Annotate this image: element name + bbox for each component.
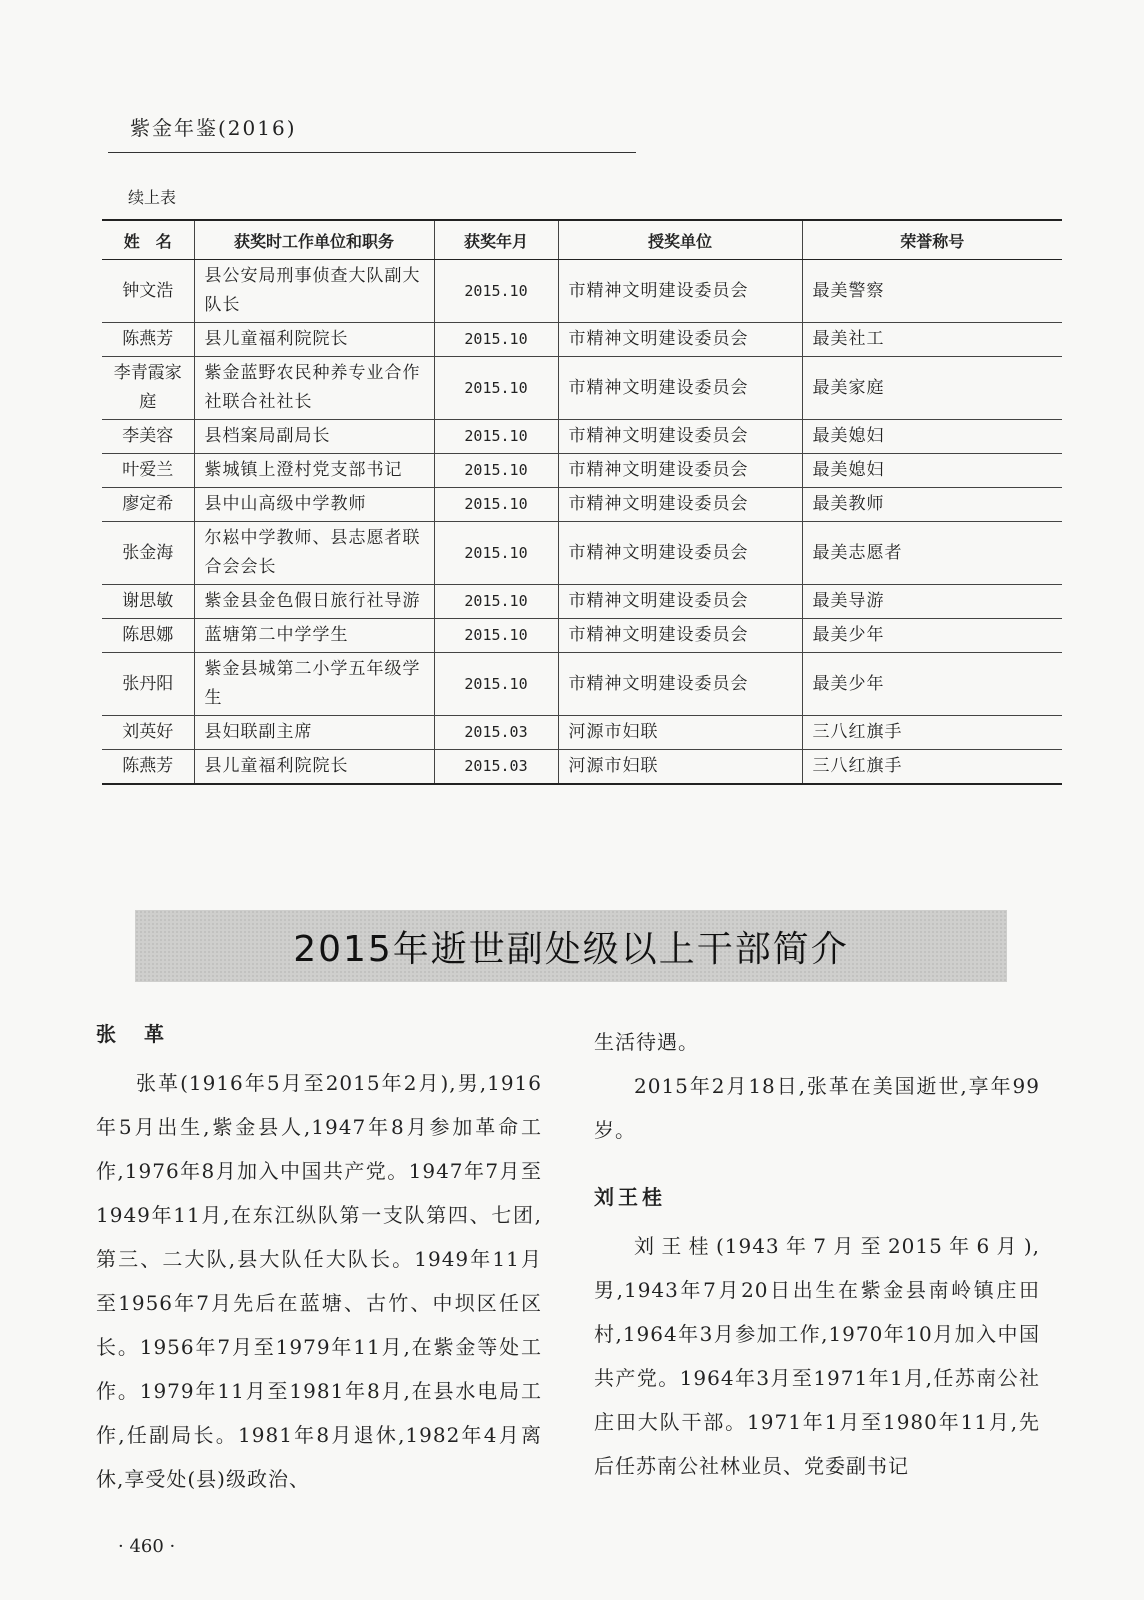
cell-date: 2015.10 (434, 522, 558, 585)
page-number: · 460 · (118, 1536, 176, 1557)
cell-awarder: 市精神文明建设委员会 (558, 653, 802, 716)
banner-title: 2015年逝世副处级以上干部简介 (293, 928, 849, 970)
table-row (102, 653, 1062, 716)
cell-name: 叶爱兰 (102, 454, 194, 488)
cell-awarder: 市精神文明建设委员会 (558, 454, 802, 488)
cell-date: 2015.10 (434, 585, 558, 619)
table-row (102, 619, 1062, 653)
cell-date: 2015.10 (434, 323, 558, 357)
cell-title: 最美导游 (802, 585, 1062, 619)
table-row (102, 420, 1062, 454)
cell-unit: 尔崧中学教师、县志愿者联合会会长 (194, 522, 434, 585)
cell-date: 2015.10 (434, 653, 558, 716)
person-name-heading: 刘王桂 (594, 1185, 666, 1209)
biography-continuation: 生活待遇。 (594, 1030, 699, 1054)
cell-name: 张丹阳 (102, 653, 194, 716)
cell-awarder: 市精神文明建设委员会 (558, 420, 802, 454)
header-rule (108, 152, 636, 153)
cell-date: 2015.10 (434, 619, 558, 653)
cell-awarder: 市精神文明建设委员会 (558, 260, 802, 323)
cell-awarder: 市精神文明建设委员会 (558, 619, 802, 653)
table-row (102, 585, 1062, 619)
cell-name: 陈燕芳 (102, 323, 194, 357)
table-row (102, 716, 1062, 750)
cell-awarder: 市精神文明建设委员会 (558, 323, 802, 357)
cell-date: 2015.10 (434, 260, 558, 323)
cell-date: 2015.10 (434, 488, 558, 522)
biography-paragraph: 刘王桂(1943年7月至2015年6月),男,1943年7月20日出生在紫金县南岭镇庄田村,1964年3月参加工作,1970年10月加入中国共产党。1964年3月至1971年1月,任苏南公社庄田大队干部。1971年1月至1980年11月,先后任苏南公社林业员、党委副书记 (594, 1234, 1040, 1478)
header-awarder: 授奖单位 (558, 220, 802, 260)
cell-name: 李青霞家庭 (102, 357, 194, 420)
header-unit: 获奖时工作单位和职务 (194, 220, 434, 260)
cell-unit: 蓝塘第二中学学生 (194, 619, 434, 653)
header-name: 姓 名 (102, 220, 194, 260)
cell-name: 钟文浩 (102, 260, 194, 323)
cell-date: 2015.10 (434, 357, 558, 420)
cell-unit: 紫金县金色假日旅行社导游 (194, 585, 434, 619)
awards-table (102, 219, 1062, 785)
cell-name: 廖定希 (102, 488, 194, 522)
cell-awarder: 河源市妇联 (558, 750, 802, 785)
cell-title: 最美家庭 (802, 357, 1062, 420)
section-banner (135, 910, 1007, 982)
table-row (102, 522, 1062, 585)
cell-date: 2015.10 (434, 454, 558, 488)
right-column (594, 1020, 1040, 1488)
person-name-heading: 张 革 (96, 1022, 168, 1046)
cell-awarder: 市精神文明建设委员会 (558, 522, 802, 585)
cell-title: 三八红旗手 (802, 716, 1062, 750)
cell-unit: 县档案局副局长 (194, 420, 434, 454)
cell-title: 最美媳妇 (802, 454, 1062, 488)
cell-unit: 紫城镇上澄村党支部书记 (194, 454, 434, 488)
left-column (96, 1015, 542, 1501)
cell-name: 谢思敏 (102, 585, 194, 619)
table-row (102, 454, 1062, 488)
cell-name: 陈思娜 (102, 619, 194, 653)
cell-name: 张金海 (102, 522, 194, 585)
cell-title: 最美少年 (802, 653, 1062, 716)
table-row (102, 323, 1062, 357)
cell-title: 最美社工 (802, 323, 1062, 357)
continuation-label: 续上表 (128, 188, 177, 207)
cell-title: 最美警察 (802, 260, 1062, 323)
header-date: 获奖年月 (434, 220, 558, 260)
header-title: 荣誉称号 (802, 220, 1062, 260)
table-row (102, 357, 1062, 420)
cell-unit: 紫金蓝野农民种养专业合作社联合社社长 (194, 357, 434, 420)
table-header-row (102, 220, 1062, 260)
cell-unit: 县公安局刑事侦查大队副大队长 (194, 260, 434, 323)
table-row (102, 750, 1062, 785)
cell-unit: 县儿童福利院院长 (194, 323, 434, 357)
cell-title: 最美教师 (802, 488, 1062, 522)
cell-unit: 紫金县城第二小学五年级学生 (194, 653, 434, 716)
cell-date: 2015.03 (434, 716, 558, 750)
cell-name: 陈燕芳 (102, 750, 194, 785)
cell-name: 刘英好 (102, 716, 194, 750)
cell-title: 三八红旗手 (802, 750, 1062, 785)
biography-paragraph: 张革(1916年5月至2015年2月),男,1916年5月出生,紫金县人,1947年8月参加革命工作,1976年8月加入中国共产党。1947年7月至1949年11月,在东江纵队第一支队第四、七团,第三、二大队,县大队任大队长。1949年11月至1956年7月先后在蓝塘、古竹、中坝区任区长。1956年7月至1979年11月,在紫金等处工作。1979年11月至1981年8月,在县水电局工作,任副局长。1981年8月退休,1982年4月离休,享受处(县)级政治、 (96, 1071, 542, 1491)
cell-awarder: 市精神文明建设委员会 (558, 357, 802, 420)
cell-date: 2015.10 (434, 420, 558, 454)
table-body (102, 260, 1062, 785)
cell-date: 2015.03 (434, 750, 558, 785)
table-row (102, 488, 1062, 522)
cell-title: 最美少年 (802, 619, 1062, 653)
cell-title: 最美媳妇 (802, 420, 1062, 454)
table-row (102, 260, 1062, 323)
cell-awarder: 市精神文明建设委员会 (558, 488, 802, 522)
cell-unit: 县中山高级中学教师 (194, 488, 434, 522)
running-head: 紫金年鉴(2016) (130, 116, 297, 140)
cell-title: 最美志愿者 (802, 522, 1062, 585)
cell-awarder: 市精神文明建设委员会 (558, 585, 802, 619)
death-paragraph: 2015年2月18日,张革在美国逝世,享年99岁。 (594, 1074, 1040, 1142)
cell-unit: 县儿童福利院院长 (194, 750, 434, 785)
cell-awarder: 河源市妇联 (558, 716, 802, 750)
cell-name: 李美容 (102, 420, 194, 454)
cell-unit: 县妇联副主席 (194, 716, 434, 750)
